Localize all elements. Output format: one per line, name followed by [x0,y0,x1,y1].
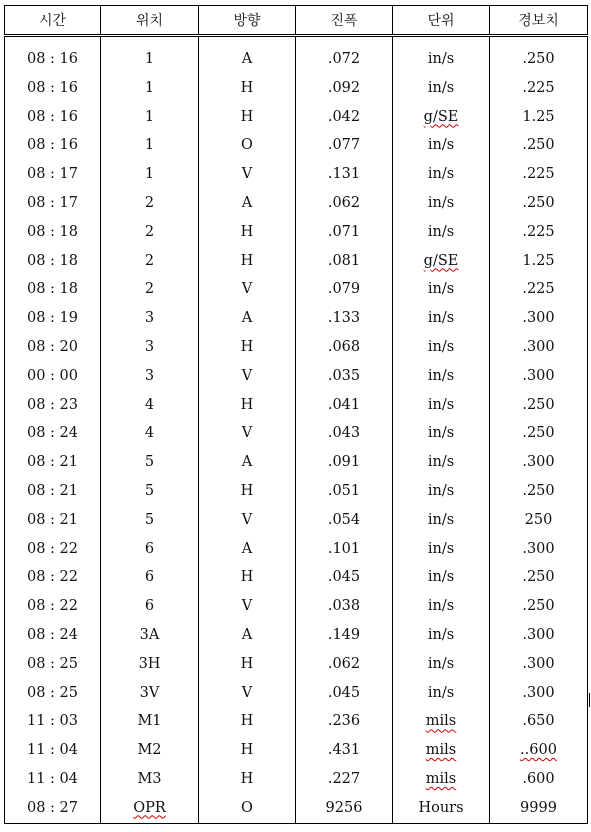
cell-alarm-value: .225 [490,275,588,304]
cell-direction: A [199,304,296,333]
cell-amplitude: .041 [296,391,393,420]
cell-location: 3 [101,333,199,362]
cell-amplitude: .077 [296,131,393,160]
cell-amplitude: .079 [296,275,393,304]
cell-unit: in/s [393,391,490,420]
cell-location: 6 [101,535,199,564]
cell-location: 6 [101,563,199,592]
cell-location: 1 [101,131,199,160]
cell-location: 5 [101,477,199,506]
cell-unit: mils [393,736,490,765]
table-row [5,736,588,765]
cell-direction: V [199,592,296,621]
cell-direction: H [199,247,296,276]
cell-amplitude: .062 [296,189,393,218]
cell-alarm-value: .225 [490,218,588,247]
table-row [5,794,588,823]
cell-alarm-value: .225 [490,160,588,189]
cell-amplitude: .043 [296,419,393,448]
cell-direction: V [199,679,296,708]
table-row [5,477,588,506]
cell-alarm-value: .300 [490,333,588,362]
cell-direction: A [199,36,296,74]
cell-amplitude: .092 [296,74,393,103]
vibration-data-table [4,5,588,824]
cell-direction: V [199,275,296,304]
cell-location: 2 [101,247,199,276]
cell-direction: H [199,218,296,247]
cell-time: 08 : 20 [5,333,101,362]
table-row [5,74,588,103]
cell-alarm-value: .250 [490,563,588,592]
cell-unit: g/SE [393,247,490,276]
cell-alarm-value: .650 [490,707,588,736]
cell-alarm-value: .250 [490,36,588,74]
cell-direction: H [199,563,296,592]
header-time: 시간 [5,6,101,36]
cell-direction: H [199,765,296,794]
cell-unit: in/s [393,131,490,160]
cell-location: 3V [101,679,199,708]
cell-amplitude: .149 [296,621,393,650]
cell-direction: H [199,103,296,132]
cell-unit: in/s [393,333,490,362]
cell-unit: g/SE [393,103,490,132]
cell-direction: A [199,621,296,650]
cell-amplitude: .072 [296,36,393,74]
cell-alarm-value: .250 [490,477,588,506]
cell-amplitude: .054 [296,506,393,535]
cell-amplitude: .045 [296,679,393,708]
cell-amplitude: .227 [296,765,393,794]
cell-location: 1 [101,74,199,103]
cell-unit: in/s [393,419,490,448]
cell-direction: A [199,535,296,564]
cell-amplitude: .071 [296,218,393,247]
cell-unit: in/s [393,448,490,477]
table-header [5,6,588,36]
table-row [5,679,588,708]
table-row [5,563,588,592]
header-direction: 방향 [199,6,296,36]
table-row [5,419,588,448]
table-row [5,448,588,477]
cell-amplitude: .133 [296,304,393,333]
cell-amplitude: .038 [296,592,393,621]
cell-location: 5 [101,448,199,477]
cell-amplitude: .062 [296,650,393,679]
cell-time: 11 : 04 [5,736,101,765]
cell-time: 08 : 21 [5,477,101,506]
table-row [5,189,588,218]
cell-location: 4 [101,419,199,448]
cell-unit: in/s [393,36,490,74]
cell-amplitude: .081 [296,247,393,276]
cell-time: 08 : 16 [5,103,101,132]
cell-time: 08 : 17 [5,160,101,189]
cell-time: 08 : 22 [5,592,101,621]
cell-time: 08 : 27 [5,794,101,823]
cell-location: 3H [101,650,199,679]
cell-time: 00 : 00 [5,362,101,391]
table-row [5,275,588,304]
cell-direction: V [199,160,296,189]
cell-time: 08 : 24 [5,419,101,448]
cell-direction: H [199,650,296,679]
cell-location: M2 [101,736,199,765]
cell-alarm-value: .250 [490,189,588,218]
cell-unit: in/s [393,621,490,650]
cell-direction: A [199,189,296,218]
cell-amplitude: .236 [296,707,393,736]
cell-unit: in/s [393,506,490,535]
cell-amplitude: .131 [296,160,393,189]
cell-alarm-value: .250 [490,592,588,621]
cell-time: 08 : 19 [5,304,101,333]
cell-unit: in/s [393,679,490,708]
cell-time: 08 : 18 [5,275,101,304]
cell-alarm-value: .300 [490,448,588,477]
cell-alarm-value: .250 [490,391,588,420]
cell-direction: H [199,333,296,362]
table-body [5,36,588,824]
cell-unit: in/s [393,563,490,592]
cell-location: 5 [101,506,199,535]
cell-unit: in/s [393,535,490,564]
cell-amplitude: .051 [296,477,393,506]
cell-location: 2 [101,218,199,247]
cell-alarm-value: .600 [490,765,588,794]
cell-direction: V [199,362,296,391]
cell-direction: H [199,74,296,103]
table-row [5,506,588,535]
cell-alarm-value: ..600 [490,736,588,765]
cell-unit: mils [393,765,490,794]
cell-amplitude: .068 [296,333,393,362]
cell-direction: H [199,477,296,506]
table-row [5,36,588,74]
cell-amplitude: .101 [296,535,393,564]
margin-mark [589,693,590,707]
table-row [5,592,588,621]
table-row [5,333,588,362]
table-row [5,765,588,794]
cell-unit: in/s [393,160,490,189]
cell-time: 11 : 04 [5,765,101,794]
cell-location: M3 [101,765,199,794]
table-row [5,650,588,679]
cell-location: 3A [101,621,199,650]
cell-amplitude: 9256 [296,794,393,823]
header-alarm-value: 경보치 [490,6,588,36]
cell-time: 08 : 25 [5,650,101,679]
table-row [5,535,588,564]
cell-direction: H [199,736,296,765]
cell-location: 3 [101,304,199,333]
cell-unit: in/s [393,189,490,218]
cell-alarm-value: .300 [490,535,588,564]
cell-time: 08 : 22 [5,535,101,564]
cell-location: 4 [101,391,199,420]
cell-amplitude: .045 [296,563,393,592]
cell-amplitude: .091 [296,448,393,477]
table-row [5,218,588,247]
cell-location: 1 [101,103,199,132]
cell-time: 08 : 24 [5,621,101,650]
cell-direction: V [199,419,296,448]
cell-unit: mils [393,707,490,736]
table-row [5,362,588,391]
header-row [5,6,588,36]
cell-alarm-value: .250 [490,419,588,448]
cell-unit: in/s [393,218,490,247]
cell-alarm-value: .300 [490,621,588,650]
cell-location: 1 [101,36,199,74]
cell-location: 1 [101,160,199,189]
cell-time: 08 : 17 [5,189,101,218]
table-row [5,160,588,189]
cell-time: 08 : 18 [5,247,101,276]
cell-location: 2 [101,189,199,218]
cell-location: 6 [101,592,199,621]
cell-time: 11 : 03 [5,707,101,736]
table-row [5,391,588,420]
table-row [5,621,588,650]
cell-unit: in/s [393,362,490,391]
cell-unit: in/s [393,477,490,506]
cell-location: OPR [101,794,199,823]
table-row [5,304,588,333]
header-location: 위치 [101,6,199,36]
cell-alarm-value: 250 [490,506,588,535]
cell-alarm-value: .225 [490,74,588,103]
cell-time: 08 : 25 [5,679,101,708]
cell-location: M1 [101,707,199,736]
cell-unit: in/s [393,592,490,621]
document-page [4,5,587,824]
cell-alarm-value: 9999 [490,794,588,823]
cell-alarm-value: .300 [490,362,588,391]
cell-amplitude: .431 [296,736,393,765]
cell-time: 08 : 16 [5,131,101,160]
cell-unit: in/s [393,275,490,304]
cell-direction: A [199,448,296,477]
header-amplitude: 진폭 [296,6,393,36]
cell-direction: V [199,506,296,535]
cell-time: 08 : 22 [5,563,101,592]
cell-direction: H [199,391,296,420]
cell-unit: in/s [393,74,490,103]
cell-location: 2 [101,275,199,304]
cell-unit: in/s [393,650,490,679]
cell-time: 08 : 16 [5,74,101,103]
table-row [5,707,588,736]
cell-direction: O [199,794,296,823]
cell-location: 3 [101,362,199,391]
cell-time: 08 : 23 [5,391,101,420]
cell-amplitude: .035 [296,362,393,391]
table-row [5,131,588,160]
table-row [5,247,588,276]
cell-alarm-value: .300 [490,650,588,679]
cell-unit: in/s [393,304,490,333]
cell-alarm-value: 1.25 [490,103,588,132]
cell-time: 08 : 16 [5,36,101,74]
cell-unit: Hours [393,794,490,823]
cell-alarm-value: .250 [490,131,588,160]
cell-time: 08 : 18 [5,218,101,247]
cell-amplitude: .042 [296,103,393,132]
header-unit: 단위 [393,6,490,36]
table-row [5,103,588,132]
cell-alarm-value: .300 [490,679,588,708]
cell-direction: O [199,131,296,160]
cell-alarm-value: .300 [490,304,588,333]
cell-time: 08 : 21 [5,506,101,535]
cell-direction: H [199,707,296,736]
cell-time: 08 : 21 [5,448,101,477]
cell-alarm-value: 1.25 [490,247,588,276]
